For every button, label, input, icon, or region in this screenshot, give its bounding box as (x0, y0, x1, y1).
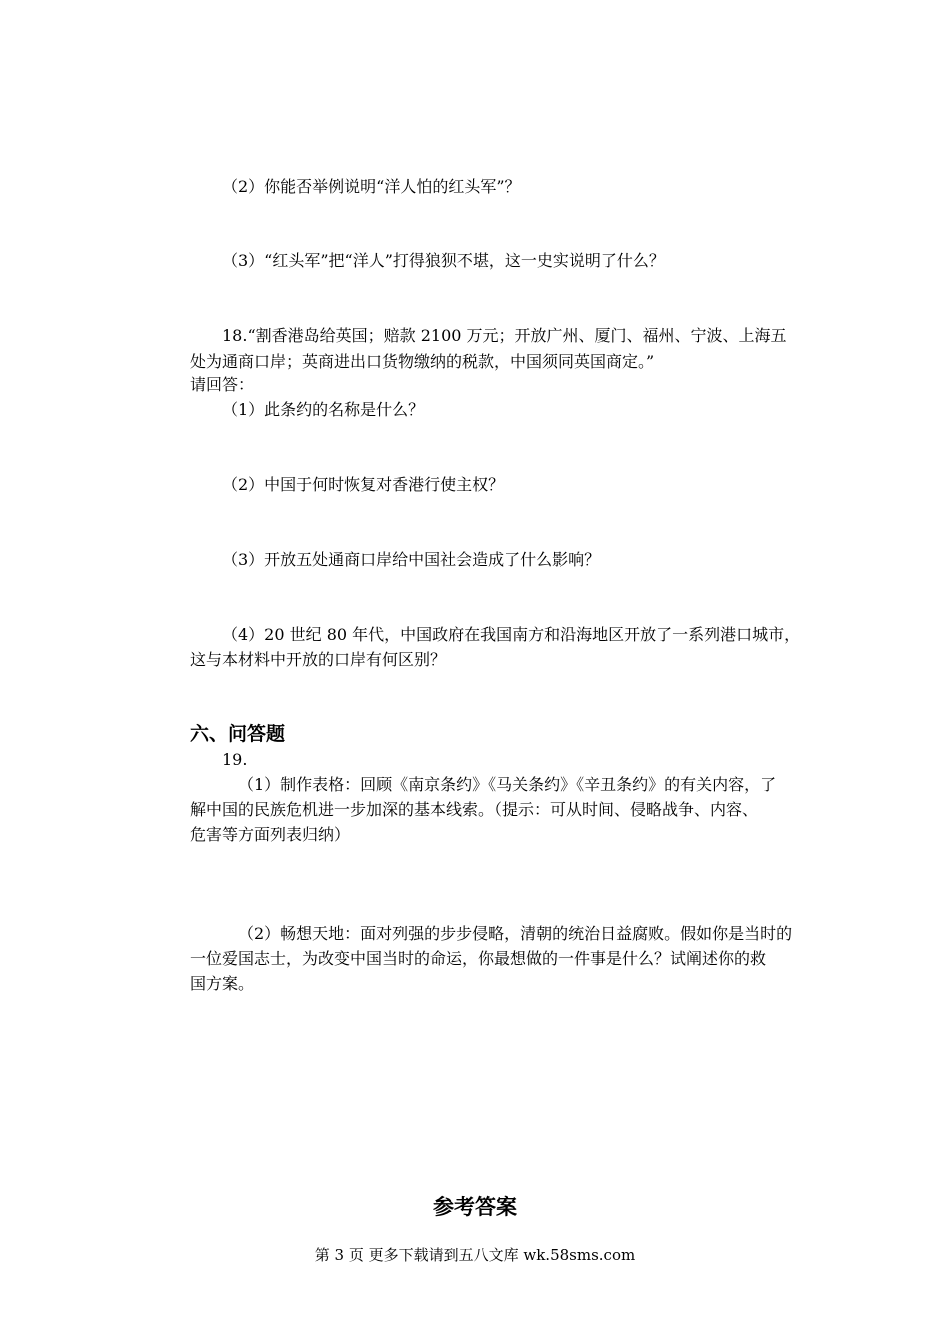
q19-sub2-line1: （2）畅想天地：面对列强的步步侵略，清朝的统治日益腐败。假如你是当时的 (238, 924, 793, 943)
q18-sub4-line2: 这与本材料中开放的口岸有何区别？ (190, 650, 447, 669)
q19-sub1-line1: （1）制作表格：回顾《南京条约》《马关条约》《辛丑条约》的有关内容，了 (238, 775, 777, 794)
q18-material-line1: 18.“割香港岛给英国；赔款 2100 万元；开放广州、厦门、福州、宁波、上海五 (222, 326, 787, 345)
q18-sub3: （3）开放五处通商口岸给中国社会造成了什么影响？ (222, 550, 601, 569)
answers-title: 参考答案 (433, 1195, 517, 1219)
section6-heading: 六、问答题 (190, 723, 286, 745)
q19-number: 19. (222, 750, 248, 769)
q19-sub1-line3: 危害等方面列表归纳） (190, 825, 351, 844)
q19-sub2-line2: 一位爱国志士，为改变中国当时的命运，你最想做的一件事是什么？试阐述你的救 (190, 949, 767, 968)
q18-sub1: （1）此条约的名称是什么？ (222, 400, 425, 419)
q19-sub1-line2: 解中国的民族危机进一步加深的基本线索。（提示：可从时间、侵略战争、内容、 (190, 800, 759, 819)
q18-material-line2: 处为通商口岸；英商进出口货物缴纳的税款，中国须同英国商定。” (190, 352, 655, 371)
page-footer: 第 3 页 更多下载请到五八文库 wk.58sms.com (314, 1246, 636, 1264)
q18-prompt: 请回答： (190, 375, 255, 394)
q17-sub2: （2）你能否举例说明“洋人怕的红头军”？ (222, 177, 521, 196)
q18-sub2: （2）中国于何时恢复对香港行使主权？ (222, 475, 505, 494)
q19-sub2-line3: 国方案。 (190, 974, 255, 993)
q17-sub3: （3）“红头军”把“洋人”打得狼狈不堪，这一史实说明了什么？ (222, 251, 665, 270)
q18-sub4-line1: （4）20 世纪 80 年代，中国政府在我国南方和沿海地区开放了一系列港口城市， (222, 625, 801, 644)
